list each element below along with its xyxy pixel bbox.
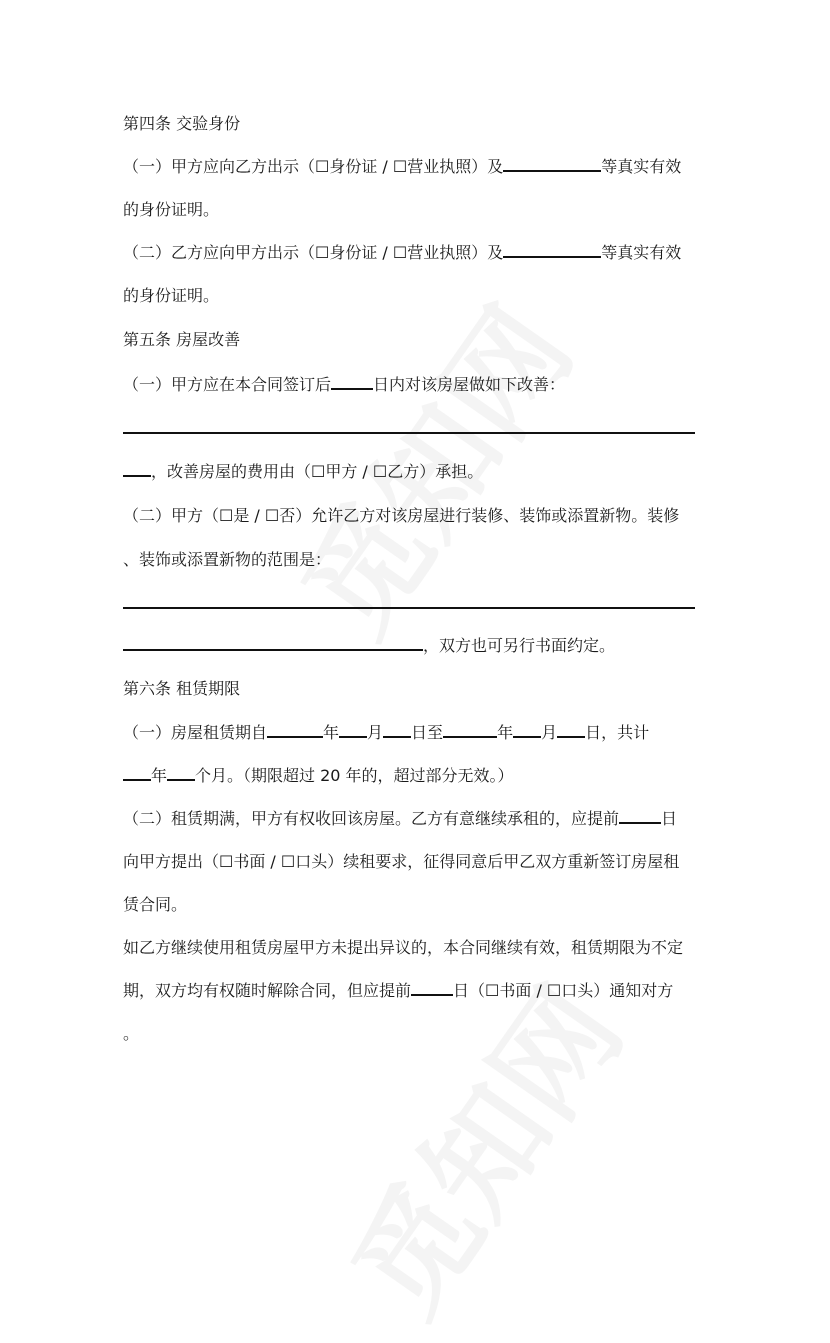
line-text: 如乙方继续使用租赁房屋甲方未提出异议的，本合同继续有效，租赁期限为不定 [123,938,684,957]
line-text: 期，双方均有权随时解除合同，但应提前 [123,981,412,1000]
document-line [123,894,708,916]
fill-in-blank[interactable] [339,722,367,738]
line-text: 。 [123,1024,140,1043]
fill-in-blank[interactable] [123,461,151,477]
document-line [123,765,708,787]
line-text: ，改善房屋的费用由（☐甲方 / ☐乙方）承担。 [151,462,484,481]
line-text: 日 [661,809,678,828]
document-line [123,980,708,1002]
fill-in-blank[interactable] [123,418,695,434]
document-line [123,808,708,830]
fill-in-blank[interactable] [557,722,585,738]
document-line [123,285,708,307]
document-line [123,156,708,178]
fill-in-blank[interactable] [619,808,661,824]
line-text: 月 [367,723,384,742]
line-text: 等真实有效 [601,157,682,176]
line-text: ，双方也可另行书面约定。 [423,636,616,655]
document-line [123,937,708,959]
watermark [306,949,653,1343]
fill-in-blank[interactable] [503,156,601,172]
line-text: 个月。（期限超过 20 年的，超过部分无效。） [195,766,514,785]
document-line [123,722,708,744]
fill-in-blank[interactable] [383,722,411,738]
line-text: 第四条 交验身份 [123,114,241,133]
line-text: 年 [497,723,514,742]
line-text: 向甲方提出（☐书面 / ☐口头）续租要求，征得同意后甲乙双方重新签订房屋租 [123,852,680,871]
fill-in-blank[interactable] [443,722,497,738]
document-line [123,505,708,527]
fill-in-blank[interactable] [123,765,151,781]
line-text: （二）租赁期满，甲方有权收回该房屋。乙方有意继续承租的，应提前 [123,809,620,828]
line-text: （二）甲方（☐是 / ☐否）允许乙方对该房屋进行装修、装饰或添置新物。装修 [123,506,680,525]
fill-in-blank[interactable] [513,722,541,738]
fill-in-blank[interactable] [123,635,423,651]
line-text: 、装饰或添置新物的范围是： [123,550,332,569]
line-text: 第六条 租赁期限 [123,679,241,698]
line-text: （一）房屋租赁期自 [123,723,268,742]
fill-in-blank[interactable] [331,374,373,390]
line-text: 年 [323,723,340,742]
document-line [123,461,708,483]
document-line [123,678,708,700]
line-text: （二）乙方应向甲方出示（☐身份证 / ☐营业执照）及 [123,243,504,262]
line-text: 日（☐书面 / ☐口头）通知对方 [453,981,674,1000]
document-line [123,851,708,873]
fill-in-blank[interactable] [167,765,195,781]
document-line [123,635,708,657]
fill-in-blank[interactable] [411,980,453,996]
document-line [123,374,708,396]
line-text: 月 [541,723,558,742]
document-line [123,329,708,351]
line-text: 赁合同。 [123,895,188,914]
document-line [123,113,708,135]
fill-in-blank[interactable] [267,722,323,738]
line-text: 的身份证明。 [123,286,220,305]
document-line [123,242,708,264]
line-text: 日，共计 [585,723,650,742]
line-text: 日至 [411,723,444,742]
line-text: （一）甲方应在本合同签订后 [123,375,332,394]
line-text: 第五条 房屋改善 [123,330,241,349]
document-line [123,549,708,571]
line-text: 日内对该房屋做如下改善： [373,375,566,394]
fill-in-blank[interactable] [123,593,695,609]
document-line [123,593,708,615]
line-text: 的身份证明。 [123,200,220,219]
line-text: 等真实有效 [601,243,682,262]
line-text: 年 [151,766,168,785]
document-line [123,418,708,440]
fill-in-blank[interactable] [503,242,601,258]
document-line [123,199,708,221]
document-line [123,1023,708,1045]
line-text: （一）甲方应向乙方出示（☐身份证 / ☐营业执照）及 [123,157,504,176]
